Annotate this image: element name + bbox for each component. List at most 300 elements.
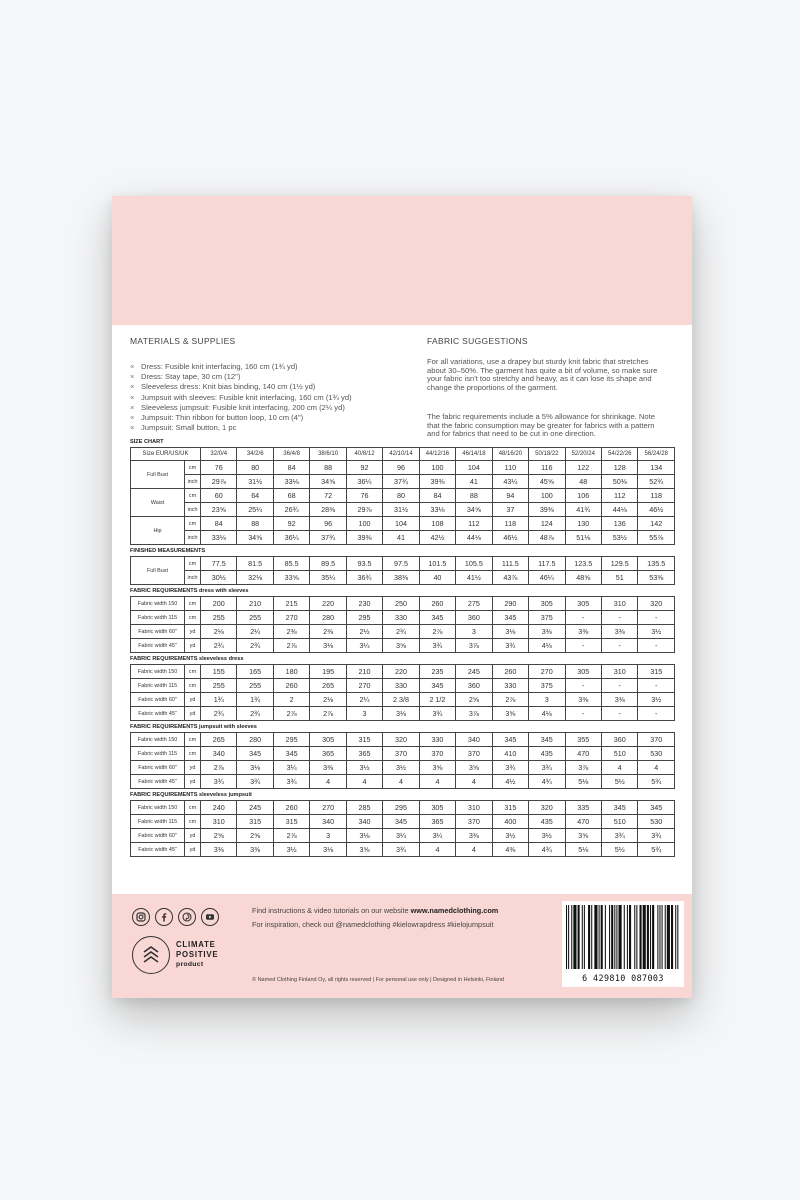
- value-cell: 40: [419, 571, 455, 585]
- value-cell: 340: [346, 815, 382, 829]
- pattern-envelope-back: [112, 196, 692, 998]
- barcode-bar: [665, 905, 666, 969]
- value-cell: 2¾: [201, 639, 237, 653]
- value-cell: 3½: [529, 829, 565, 843]
- value-cell: 2¾: [201, 707, 237, 721]
- value-cell: 2⅝: [456, 693, 492, 707]
- unit-cell: yd: [185, 775, 201, 789]
- value-cell: 46½: [492, 531, 528, 545]
- table-row: [131, 775, 675, 789]
- value-cell: 5¾: [638, 843, 675, 857]
- bullet-x-icon: ×: [130, 372, 135, 382]
- size-header-cell: 38/6/10: [310, 448, 346, 461]
- value-cell: 330: [383, 679, 419, 693]
- barcode-bar: [650, 905, 651, 969]
- value-cell: 3¾: [492, 761, 528, 775]
- value-cell: 33⅛: [273, 475, 309, 489]
- value-cell: 3¾: [201, 775, 237, 789]
- table-row: [131, 557, 675, 571]
- value-cell: 36¼: [273, 531, 309, 545]
- table-row: [131, 679, 675, 693]
- value-cell: 134: [638, 461, 675, 475]
- value-cell: 3: [529, 693, 565, 707]
- fabric-requirements-title: [130, 723, 675, 732]
- value-cell: 3⅛: [492, 625, 528, 639]
- value-cell: -: [565, 639, 601, 653]
- value-cell: 375: [529, 679, 565, 693]
- value-cell: 3¾: [638, 829, 675, 843]
- table-row: [131, 733, 675, 747]
- value-cell: 50⅜: [602, 475, 638, 489]
- value-cell: 245: [237, 801, 273, 815]
- value-cell: 4: [601, 761, 637, 775]
- youtube-icon[interactable]: [201, 908, 219, 926]
- value-cell: 3⅜: [310, 761, 346, 775]
- value-cell: 84: [201, 517, 237, 531]
- value-cell: 41: [383, 531, 419, 545]
- value-cell: 320: [638, 597, 675, 611]
- value-cell: 101.5: [419, 557, 455, 571]
- material-item: [130, 423, 352, 433]
- value-cell: 122: [565, 461, 601, 475]
- value-cell: 92: [346, 461, 382, 475]
- value-cell: 80: [383, 489, 419, 503]
- climate-line-1: CLIMATE: [176, 940, 216, 949]
- row-label: Fabric width 115: [131, 747, 185, 761]
- value-cell: 81.5: [237, 557, 273, 571]
- value-cell: 92: [273, 517, 309, 531]
- value-cell: 118: [638, 489, 675, 503]
- value-cell: 130: [565, 517, 601, 531]
- barcode-bar: [634, 905, 635, 969]
- section-subtitle: sleeveless dress: [199, 656, 244, 662]
- value-cell: 5½: [601, 843, 637, 857]
- value-cell: 4½: [492, 775, 528, 789]
- barcode-bar: [662, 905, 663, 969]
- size-chart-title: [130, 438, 675, 447]
- value-cell: 210: [346, 665, 382, 679]
- value-cell: 3⅜: [237, 843, 273, 857]
- row-label: Fabric width 150: [131, 665, 185, 679]
- bullet-x-icon: ×: [130, 362, 135, 371]
- value-cell: 3⅞: [565, 761, 601, 775]
- size-header-cell: 36/4/8: [273, 448, 309, 461]
- table-row: [131, 829, 675, 843]
- value-cell: 155: [201, 665, 237, 679]
- value-cell: 4⅜: [492, 843, 528, 857]
- value-cell: 33⅝: [273, 571, 309, 585]
- value-cell: 48⅞: [529, 531, 565, 545]
- value-cell: 129.5: [601, 557, 637, 571]
- unit-cell: cm: [185, 461, 201, 475]
- section-title: FINISHED MEASUREMENTS: [130, 548, 206, 554]
- table-row: [131, 461, 675, 475]
- value-cell: 220: [383, 665, 419, 679]
- unit-cell: cm: [185, 597, 201, 611]
- value-cell: 2 1/2: [419, 693, 455, 707]
- row-label: Fabric width 150: [131, 801, 185, 815]
- value-cell: 53⅜: [638, 571, 675, 585]
- value-cell: 355: [565, 733, 601, 747]
- value-cell: 360: [456, 611, 492, 625]
- barcode-bar: [573, 905, 576, 969]
- fabric-requirements-title: [130, 791, 675, 800]
- value-cell: 290: [492, 597, 528, 611]
- value-cell: 108: [419, 517, 455, 531]
- size-header-cell: 40/8/12: [346, 448, 382, 461]
- value-cell: -: [601, 707, 637, 721]
- value-cell: 280: [310, 611, 346, 625]
- value-cell: 35¼: [310, 571, 346, 585]
- value-cell: 77.5: [201, 557, 237, 571]
- size-header-cell: 50/18/22: [529, 448, 565, 461]
- materials-list: [130, 362, 352, 433]
- value-cell: 305: [565, 665, 601, 679]
- value-cell: 60: [201, 489, 237, 503]
- table-row: [131, 625, 675, 639]
- value-cell: 3½: [638, 693, 675, 707]
- barcode-bar: [629, 905, 631, 969]
- value-cell: 46½: [638, 503, 675, 517]
- fabric-requirements-table: [130, 664, 675, 721]
- value-cell: 3½: [492, 829, 528, 843]
- value-cell: 3⅝: [492, 707, 528, 721]
- value-cell: 315: [346, 733, 382, 747]
- value-cell: 3¾: [237, 775, 273, 789]
- value-cell: 3¾: [529, 761, 565, 775]
- value-cell: 360: [456, 679, 492, 693]
- website-link[interactable]: www.namedclothing.com: [410, 906, 499, 915]
- fabric-requirements-table: [130, 800, 675, 857]
- barcode-bar: [616, 905, 617, 969]
- fabric-requirements-title: [130, 655, 675, 664]
- size-header: Size EUR/US/UK: [131, 448, 201, 461]
- barcode-bar: [591, 905, 592, 969]
- value-cell: 345: [419, 679, 455, 693]
- value-cell: 3⅜: [601, 693, 637, 707]
- value-cell: 3¾: [419, 639, 455, 653]
- value-cell: 360: [601, 733, 637, 747]
- unit-cell: inch: [185, 503, 201, 517]
- section-title: FABRIC REQUIREMENTS: [130, 724, 198, 730]
- value-cell: 330: [419, 733, 455, 747]
- value-cell: 2⅞: [310, 707, 346, 721]
- size-header-cell: 34/2/6: [237, 448, 273, 461]
- value-cell: 76: [346, 489, 382, 503]
- value-cell: 37¾: [310, 531, 346, 545]
- unit-cell: inch: [185, 531, 201, 545]
- row-label: Fabric width 60": [131, 693, 185, 707]
- value-cell: 3⅝: [383, 639, 419, 653]
- value-cell: 3⅜: [456, 829, 492, 843]
- value-cell: 265: [201, 733, 237, 747]
- unit-cell: cm: [185, 815, 201, 829]
- value-cell: 51: [601, 571, 637, 585]
- value-cell: 111.5: [492, 557, 528, 571]
- value-cell: 330: [492, 679, 528, 693]
- value-cell: 3⅝: [346, 843, 382, 857]
- value-cell: 305: [419, 801, 455, 815]
- value-cell: 72: [310, 489, 346, 503]
- value-cell: 31½: [383, 503, 419, 517]
- unit-cell: yd: [185, 625, 201, 639]
- climate-line-2: POSITIVE: [176, 950, 219, 959]
- value-cell: 2⅜: [310, 625, 346, 639]
- row-label: Fabric width 115: [131, 611, 185, 625]
- value-cell: 88: [310, 461, 346, 475]
- value-cell: 305: [310, 733, 346, 747]
- value-cell: 85.5: [273, 557, 309, 571]
- copyright-text: © Named Clothing Finland Oy, all rights reserved | For personal use only | Designed in Helsinki, Finland: [252, 977, 504, 983]
- row-label: Hip: [131, 517, 185, 545]
- value-cell: 310: [201, 815, 237, 829]
- value-cell: 365: [310, 747, 346, 761]
- value-cell: 4: [383, 775, 419, 789]
- table-row: [131, 489, 675, 503]
- pinterest-icon[interactable]: [178, 908, 196, 926]
- value-cell: 32⅛: [237, 571, 273, 585]
- table-row: [131, 707, 675, 721]
- value-cell: 265: [310, 679, 346, 693]
- value-cell: 370: [419, 747, 455, 761]
- barcode-number: 6 429810 087003: [582, 973, 664, 983]
- value-cell: 255: [201, 679, 237, 693]
- value-cell: 340: [310, 815, 346, 829]
- value-cell: 435: [529, 815, 565, 829]
- value-cell: 106: [565, 489, 601, 503]
- table-row: [131, 639, 675, 653]
- value-cell: 41½: [456, 571, 492, 585]
- value-cell: 3¼: [273, 761, 309, 775]
- value-cell: 435: [529, 747, 565, 761]
- value-cell: 2¾: [237, 707, 273, 721]
- fabric-suggestions-text: For all variations, use a drapey but sturdy knit fabric that stretches about 30–50%. The garment has quite a bit of volume, so make sure your fabric isn't too stretchy and heavy, as it can lose its shape and change the proportions of the garment.: [427, 357, 658, 392]
- material-item: [130, 413, 352, 423]
- value-cell: 270: [310, 801, 346, 815]
- value-cell: 1¾: [201, 693, 237, 707]
- value-cell: 2 3/8: [383, 693, 419, 707]
- size-chart-area: [130, 438, 675, 859]
- value-cell: 2⅞: [419, 625, 455, 639]
- size-header-cell: 44/12/16: [419, 448, 455, 461]
- section-title: SIZE CHART: [130, 439, 164, 445]
- value-cell: 112: [456, 517, 492, 531]
- value-cell: 2½: [346, 625, 382, 639]
- value-cell: 3⅜: [565, 625, 601, 639]
- value-cell: 53½: [602, 531, 638, 545]
- table-row: [131, 843, 675, 857]
- value-cell: 3¾: [601, 829, 637, 843]
- value-cell: 4: [419, 843, 455, 857]
- row-label: Fabric width 45": [131, 707, 185, 721]
- value-cell: -: [565, 707, 601, 721]
- value-cell: 2⅛: [201, 625, 237, 639]
- value-cell: 3¼: [419, 829, 455, 843]
- barcode-bar: [657, 905, 658, 969]
- value-cell: 530: [638, 747, 675, 761]
- table-row: [131, 693, 675, 707]
- fabric-suggestions-title: FABRIC SUGGESTIONS: [427, 336, 528, 346]
- value-cell: 100: [419, 461, 455, 475]
- value-cell: 2: [273, 693, 309, 707]
- unit-cell: cm: [185, 665, 201, 679]
- value-cell: 34⅝: [310, 475, 346, 489]
- row-label: Fabric width 45": [131, 843, 185, 857]
- value-cell: 93.5: [346, 557, 382, 571]
- value-cell: 43⅞: [492, 571, 528, 585]
- value-cell: 68: [273, 489, 309, 503]
- value-cell: 2⅜: [273, 625, 309, 639]
- table-row: [131, 571, 675, 585]
- value-cell: 117.5: [529, 557, 565, 571]
- size-header-cell: 48/16/20: [492, 448, 528, 461]
- value-cell: 33⅛: [419, 503, 455, 517]
- value-cell: 48⅝: [565, 571, 601, 585]
- facebook-icon[interactable]: [155, 908, 173, 926]
- value-cell: 55⅞: [638, 531, 675, 545]
- value-cell: 3⅜: [601, 625, 637, 639]
- header-row: [131, 448, 675, 461]
- value-cell: 285: [346, 801, 382, 815]
- value-cell: 3½: [346, 761, 382, 775]
- value-cell: 165: [237, 665, 273, 679]
- value-cell: 260: [419, 597, 455, 611]
- value-cell: 270: [529, 665, 565, 679]
- value-cell: 3: [346, 707, 382, 721]
- value-cell: 3¾: [383, 843, 419, 857]
- value-cell: 235: [419, 665, 455, 679]
- value-cell: 3⅛: [310, 843, 346, 857]
- value-cell: 45⅝: [529, 475, 565, 489]
- value-cell: 330: [383, 611, 419, 625]
- barcode-bar: [667, 905, 670, 969]
- value-cell: 260: [273, 679, 309, 693]
- material-item: [130, 403, 352, 413]
- value-cell: 2¾: [237, 639, 273, 653]
- finished-measurements-table: [130, 556, 675, 585]
- value-cell: 88: [237, 517, 273, 531]
- value-cell: 220: [310, 597, 346, 611]
- row-label: Fabric width 60": [131, 829, 185, 843]
- value-cell: 84: [273, 461, 309, 475]
- value-cell: 31½: [237, 475, 273, 489]
- value-cell: 315: [237, 815, 273, 829]
- value-cell: 41¾: [565, 503, 601, 517]
- value-cell: 23⅝: [201, 503, 237, 517]
- value-cell: 3¾: [273, 775, 309, 789]
- value-cell: 128: [602, 461, 638, 475]
- value-cell: -: [638, 707, 675, 721]
- value-cell: 4: [456, 843, 492, 857]
- value-cell: 3⅛: [310, 639, 346, 653]
- material-item: [130, 382, 352, 392]
- section-title: FABRIC REQUIREMENTS: [130, 656, 198, 662]
- section-subtitle: sleeveless jumpsuit: [199, 792, 252, 798]
- value-cell: 305: [529, 597, 565, 611]
- value-cell: 295: [273, 733, 309, 747]
- value-cell: 39⅜: [346, 531, 382, 545]
- fabric-requirements-table: [130, 596, 675, 653]
- value-cell: 320: [383, 733, 419, 747]
- value-cell: 3⅝: [565, 829, 601, 843]
- row-label: Full Bust: [131, 461, 185, 489]
- table-row: [131, 761, 675, 775]
- value-cell: 345: [492, 733, 528, 747]
- inspiration-line: For inspiration, check out @namedclothing #kielowrapdress #kielojumpsuit: [252, 920, 494, 929]
- table-row: [131, 815, 675, 829]
- size-header-cell: 56/24/28: [638, 448, 675, 461]
- section-title: FABRIC REQUIREMENTS: [130, 792, 198, 798]
- value-cell: 370: [456, 815, 492, 829]
- instagram-icon[interactable]: [132, 908, 150, 926]
- value-cell: 365: [346, 747, 382, 761]
- value-cell: 51⅛: [565, 531, 601, 545]
- unit-cell: yd: [185, 829, 201, 843]
- value-cell: -: [601, 679, 637, 693]
- value-cell: 3⅝: [419, 761, 455, 775]
- barcode-bar: [652, 905, 654, 969]
- value-cell: 76: [201, 461, 237, 475]
- finished-measurements-title: [130, 547, 675, 556]
- value-cell: 2⅞: [273, 639, 309, 653]
- unit-cell: cm: [185, 611, 201, 625]
- value-cell: 3¾: [492, 639, 528, 653]
- value-cell: 96: [383, 461, 419, 475]
- value-cell: 260: [273, 801, 309, 815]
- value-cell: 80: [237, 461, 273, 475]
- material-item-text: Jumpsuit: Small button, 1 pc: [141, 423, 237, 433]
- value-cell: 104: [456, 461, 492, 475]
- value-cell: 3⅛: [237, 761, 273, 775]
- value-cell: 124: [529, 517, 565, 531]
- top-pink-band: [112, 196, 692, 325]
- table-row: [131, 531, 675, 545]
- bullet-x-icon: ×: [130, 392, 135, 402]
- table-row: [131, 475, 675, 489]
- value-cell: 240: [201, 801, 237, 815]
- value-cell: -: [638, 611, 675, 625]
- value-cell: 3: [456, 625, 492, 639]
- value-cell: 200: [201, 597, 237, 611]
- value-cell: 30½: [201, 571, 237, 585]
- barcode-bar: [671, 905, 673, 969]
- value-cell: 2⅛: [310, 693, 346, 707]
- value-cell: 39⅜: [419, 475, 455, 489]
- table-row: [131, 801, 675, 815]
- value-cell: 470: [565, 747, 601, 761]
- value-cell: 112: [602, 489, 638, 503]
- barcode-bar: [594, 905, 597, 969]
- value-cell: 295: [383, 801, 419, 815]
- value-cell: 2⅝: [201, 829, 237, 843]
- value-cell: 345: [273, 747, 309, 761]
- climate-positive-badge: [132, 936, 218, 974]
- barcode-bar: [578, 905, 580, 969]
- value-cell: -: [638, 679, 675, 693]
- unit-cell: yd: [185, 707, 201, 721]
- value-cell: 310: [601, 665, 637, 679]
- value-cell: 410: [492, 747, 528, 761]
- fabric-requirements-title: [130, 587, 675, 596]
- value-cell: 104: [383, 517, 419, 531]
- value-cell: 29⅞: [201, 475, 237, 489]
- value-cell: 530: [638, 815, 675, 829]
- row-label: Fabric width 45": [131, 639, 185, 653]
- value-cell: 3¼: [346, 639, 382, 653]
- material-item-text: Dress: Stay tape, 30 cm (12"): [141, 372, 241, 382]
- value-cell: 4⅛: [529, 707, 565, 721]
- size-header-cell: 46/14/18: [456, 448, 492, 461]
